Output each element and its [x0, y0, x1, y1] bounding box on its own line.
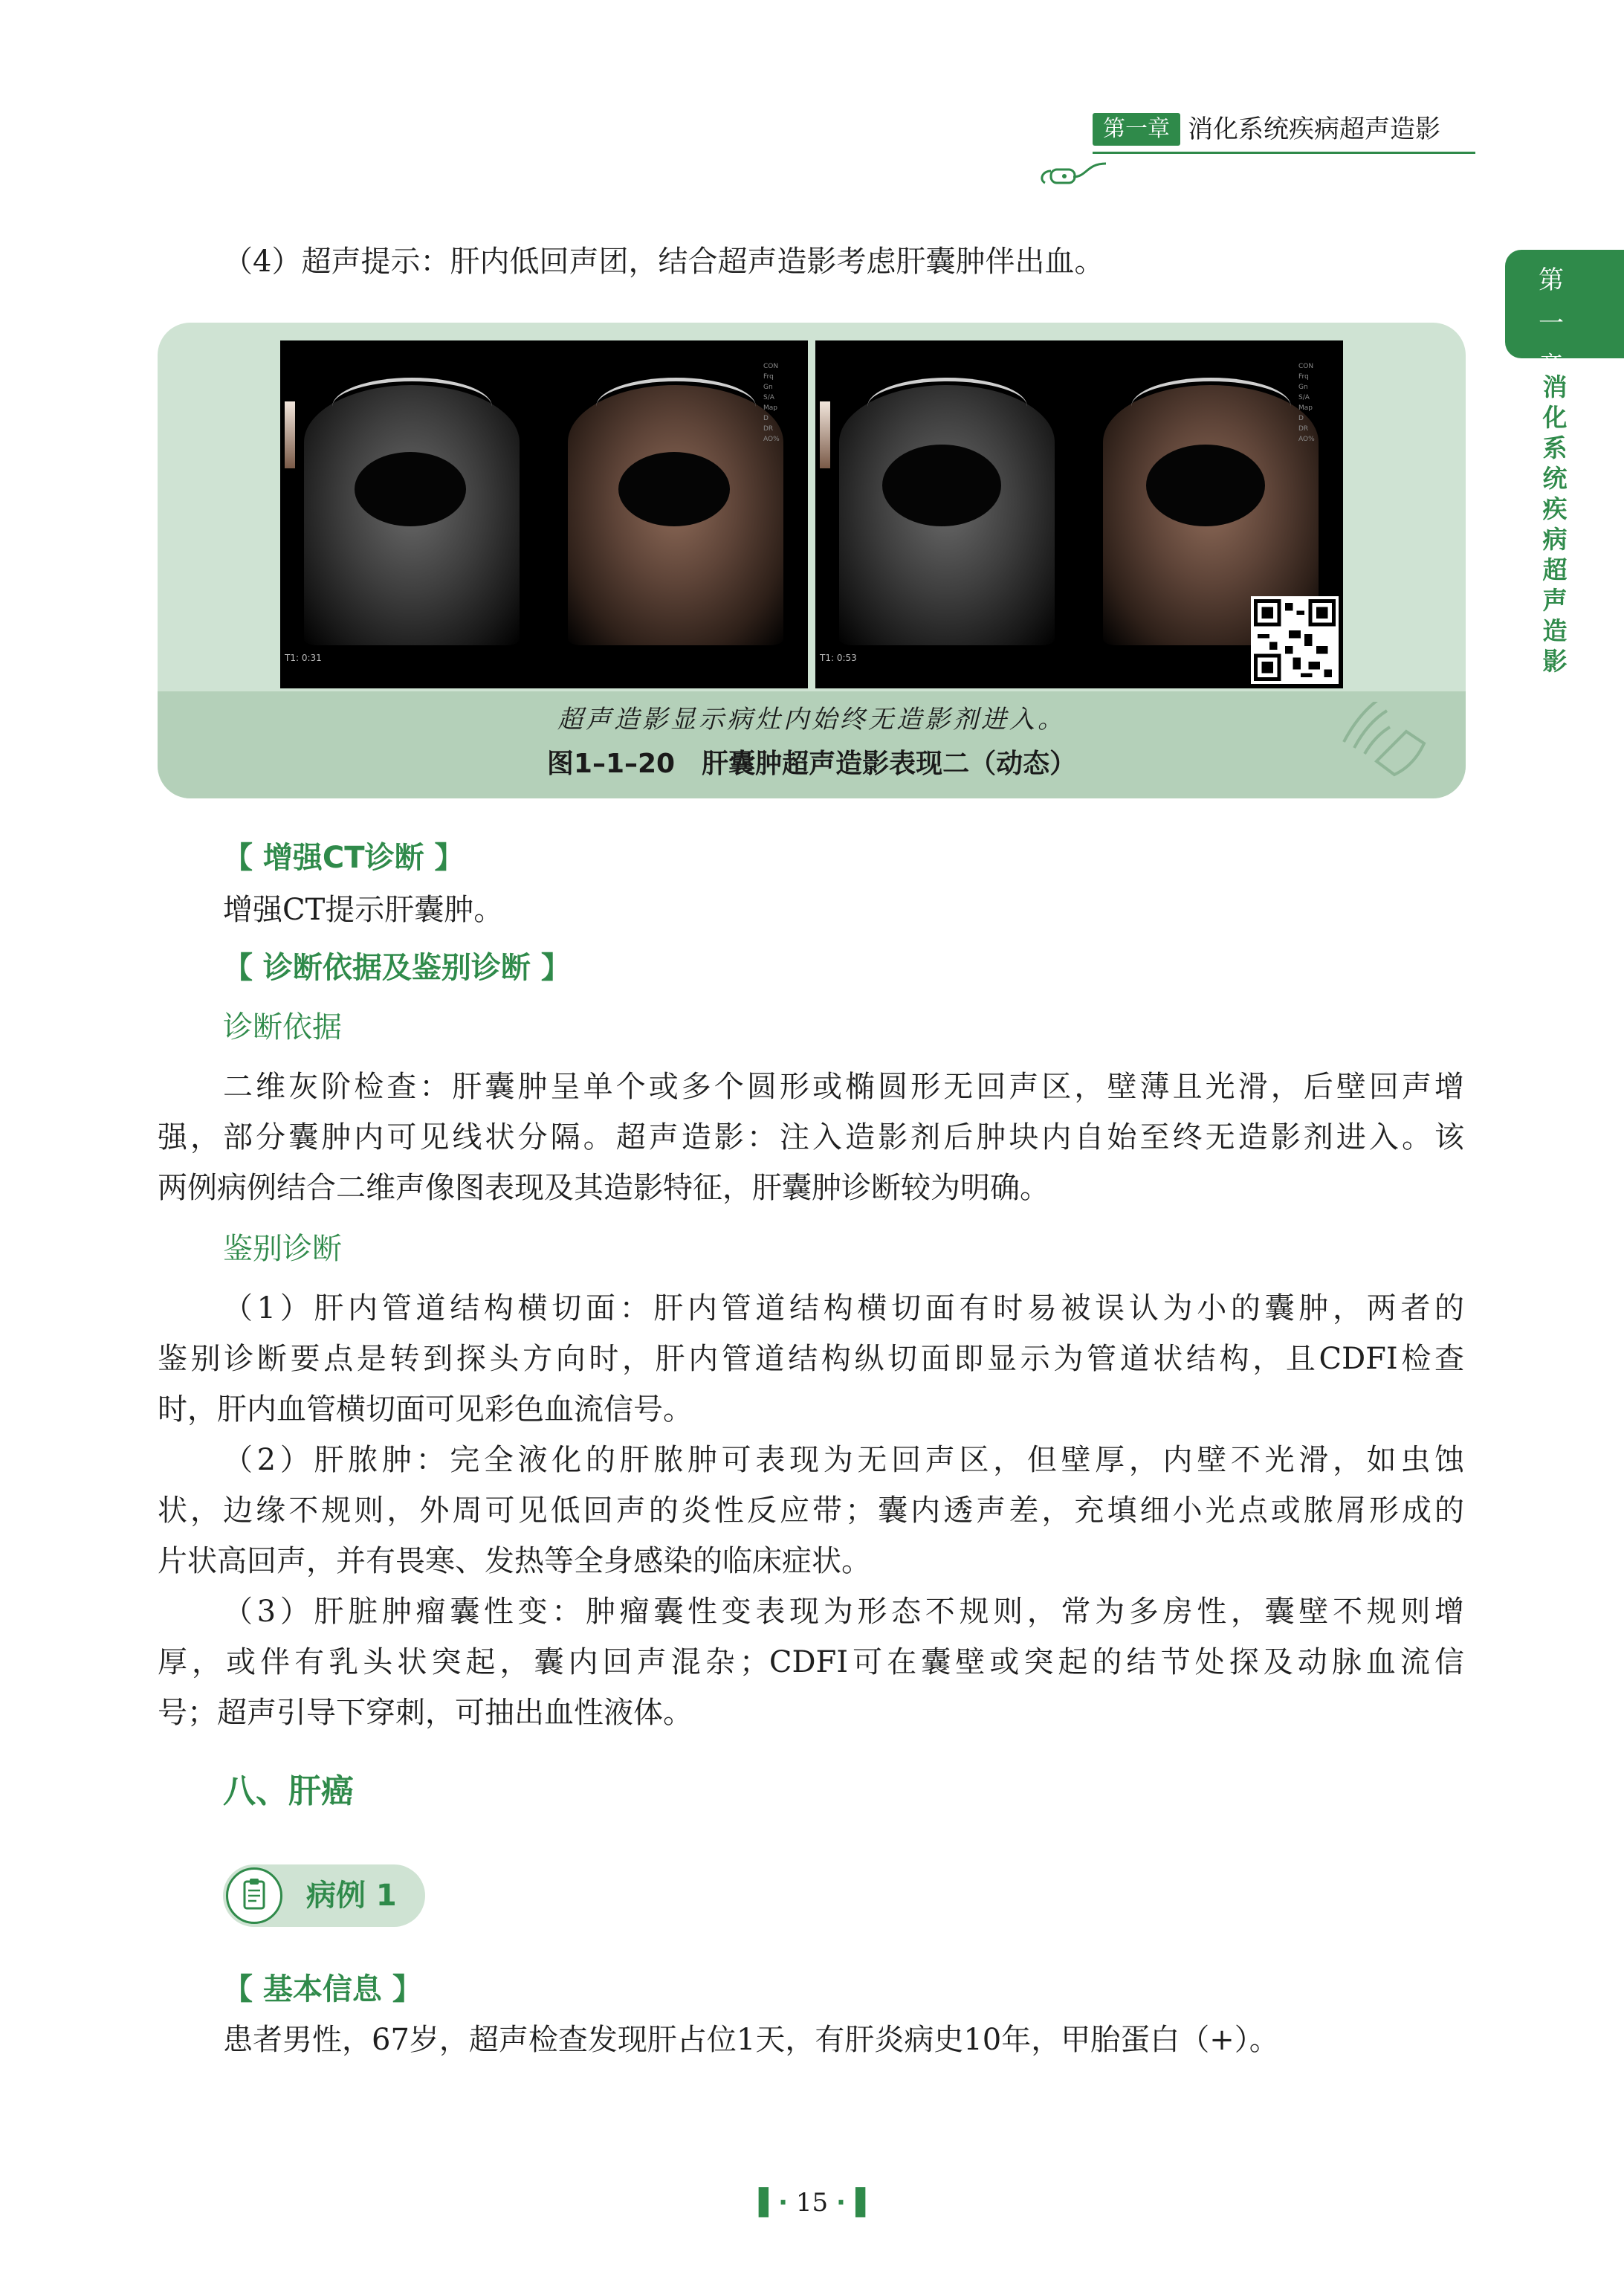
section-heading: 八、肝癌	[223, 1772, 354, 1810]
chapter-title: 消化系统疾病超声造影	[1188, 114, 1440, 144]
figure-note: 超声造影显示病灶内始终无造影剂进入。	[557, 705, 1066, 734]
diff-line: 状，边缘不规则，外周可见低回声的炎性反应带；囊内透声差，充填细小光点或脓屑形成的	[158, 1494, 1464, 1528]
case-badge	[223, 1864, 425, 1927]
case-label: 病例 1	[306, 1879, 397, 1913]
figure-panel	[158, 323, 1466, 798]
diff-line: （3）肝脏肿瘤囊性变：肿瘤囊性变表现为形态不规则，常为多房性，囊壁不规则增	[223, 1595, 1464, 1629]
qr-code[interactable]	[1251, 596, 1339, 684]
page-number: 15	[795, 2188, 829, 2218]
basic-info-text: 患者男性，67岁，超声检查发现肝占位1天，有肝炎病史10年，甲胎蛋白（+）。	[223, 2023, 1279, 2057]
ultrasound-image-right: CON Frq Gn S/A Map D DR AO% T1: 0:53	[815, 340, 1343, 688]
ultrasound-probe-icon	[1035, 161, 1106, 190]
diff-line: 时，肝内血管横切面可见彩色血流信号。	[158, 1392, 693, 1427]
figure-caption: 图1–1–20 肝囊肿超声造影表现二（动态）	[546, 749, 1077, 779]
diff-line: 鉴别诊断要点是转到探头方向时，肝内管道结构纵切面即显示为管道状结构，且CDFI检查	[158, 1342, 1464, 1376]
ultrasound-image-left: CON Frq Gn S/A Map D DR AO% T1: 0:31	[280, 340, 808, 688]
diagnosis-basis-title: 诊断依据	[223, 1010, 342, 1044]
sound-wave-logo	[1332, 702, 1443, 791]
basis-line: 二维灰阶检查：肝囊肿呈单个或多个圆形或椭圆形无回声区，壁薄且光滑，后壁回声增	[223, 1070, 1464, 1104]
ct-text: 增强CT提示肝囊肿。	[223, 893, 504, 927]
diff-line: 号；超声引导下穿刺，可抽出血性液体。	[158, 1696, 693, 1730]
diff-line: （1）肝内管道结构横切面：肝内管道结构横切面有时易被误认为小的囊肿，两者的	[223, 1291, 1464, 1325]
ct-heading: 【 增强CT诊断 】	[223, 841, 465, 875]
basic-info-heading: 【 基本信息 】	[223, 1972, 422, 2006]
side-tab-label: 第一章	[1539, 265, 1564, 381]
differential-title: 鉴别诊断	[223, 1232, 342, 1266]
clipboard-icon	[226, 1867, 282, 1924]
diff-line: 厚，或伴有乳头状突起，囊内回声混杂；CDFI可在囊壁或突起的结节处探及动脉血流信	[158, 1645, 1464, 1679]
basis-line: 强，部分囊肿内可见线状分隔。超声造影：注入造影剂后肿块内自始至终无造影剂进入。该	[158, 1120, 1464, 1155]
page-number-footer: ▌· 15 ·▐	[758, 2188, 866, 2218]
header-rule	[1093, 152, 1475, 154]
time-label-right: T1: 0:53	[820, 653, 857, 663]
ultrasound-conclusion: （4）超声提示：肝内低回声团，结合超声造影考虑肝囊肿伴出血。	[223, 245, 1104, 279]
diff-line: （2）肝脓肿：完全液化的肝脓肿可表现为无回声区，但壁厚，内壁不光滑，如虫蚀	[223, 1443, 1464, 1477]
running-header	[1093, 112, 1475, 147]
diff-line: 片状高回声，并有畏寒、发热等全身感染的临床症状。	[158, 1544, 871, 1578]
side-chapter-tab	[1505, 250, 1624, 381]
side-chapter-name: 消化系统疾病超声造影	[1542, 372, 1568, 676]
chapter-tag: 第一章	[1093, 113, 1180, 146]
time-label-left: T1: 0:31	[285, 653, 322, 663]
diagnosis-heading: 【 诊断依据及鉴别诊断 】	[223, 951, 571, 985]
basis-line: 两例病例结合二维声像图表现及其造影特征，肝囊肿诊断较为明确。	[158, 1171, 1049, 1205]
